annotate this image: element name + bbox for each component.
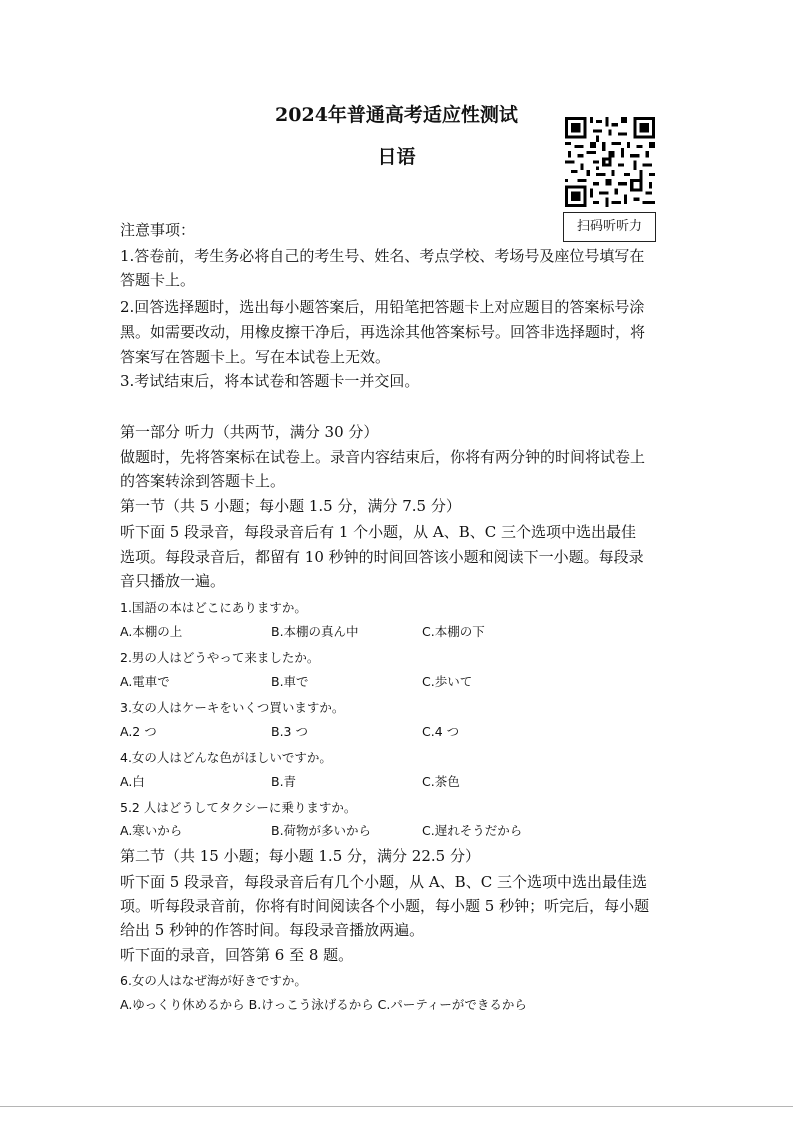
section2-intro-line: 项。听每段录音前，你将有时间阅读各个小题，每小题 5 秒钟；听完后，每小题 — [120, 897, 650, 915]
exam-title: 2024年普通高考适应性测试 — [275, 104, 518, 126]
option-c: C.遅れそうだから — [422, 823, 523, 838]
notice-line: 答案写在答题卡上。写在本试卷上无效。 — [120, 348, 391, 366]
qr-code-icon[interactable] — [565, 117, 655, 207]
option-a: A.寒いから — [120, 823, 183, 838]
part1-heading: 第一部分 听力（共两节，满分 30 分） — [120, 423, 379, 441]
option-a: A.白 — [120, 774, 145, 789]
notice-line: 2.回答选择题时，选出每小题答案后，用铅笔把答题卡上对应题目的答案标号涂 — [120, 298, 645, 316]
option-b: B.荷物が多いから — [271, 823, 372, 838]
option-b: B.車で — [271, 674, 309, 689]
section2-intro-line: 给出 5 秒钟的作答时间。每段录音播放两遍。 — [120, 921, 425, 939]
option-b: B.青 — [271, 774, 297, 789]
section2-heading: 第二节（共 15 小题；每小题 1.5 分，满分 22.5 分） — [120, 847, 480, 865]
option-c: C.歩いて — [422, 674, 473, 689]
question-text: 4.女の人はどんな色がほしいですか。 — [120, 750, 332, 765]
question-text: 1.国語の本はどこにありますか。 — [120, 600, 307, 615]
options-line: A.ゆっくり休めるから B.けっこう泳げるから C.パーティーができるから — [120, 997, 527, 1012]
section1-heading: 第一节（共 5 小题；每小题 1.5 分，满分 7.5 分） — [120, 497, 461, 515]
option-a: A.2 つ — [120, 724, 157, 739]
part1-intro-line: 的答案转涂到答题卡上。 — [120, 472, 286, 490]
question-text: 3.女の人はケーキをいくつ買いますか。 — [120, 700, 345, 715]
page-bottom-divider — [0, 1106, 793, 1107]
section1-intro-line: 听下面 5 段录音，每段录音后有 1 个小题，从 A、B、C 三个选项中选出最佳 — [120, 523, 637, 541]
notice-heading: 注意事项： — [120, 221, 196, 239]
notice-line: 1.答卷前，考生务必将自己的考生号、姓名、考点学校、考场号及座位号填写在 — [120, 247, 645, 265]
listen-prompt: 听下面的录音，回答第 6 至 8 题。 — [120, 946, 354, 964]
notice-line: 答题卡上。 — [120, 271, 196, 289]
part1-intro-line: 做题时，先将答案标在试卷上。录音内容结束后，你将有两分钟的时间将试卷上 — [120, 448, 646, 466]
option-b: B.3 つ — [271, 724, 308, 739]
scan-to-listen-label: 扫码听听力 — [563, 212, 656, 242]
option-c: C.4 つ — [422, 724, 460, 739]
subject-title: 日语 — [377, 146, 416, 168]
section2-intro-line: 听下面 5 段录音，每段录音后有几个小题，从 A、B、C 三个选项中选出最佳选 — [120, 873, 647, 891]
section1-intro-line: 选项。每段录音后，都留有 10 秒钟的时间回答该小题和阅读下一小题。每段录 — [120, 548, 644, 566]
option-a: A.本棚の上 — [120, 624, 183, 639]
section1-intro-line: 音只播放一遍。 — [120, 572, 226, 590]
option-c: C.本棚の下 — [422, 624, 485, 639]
option-b: B.本棚の真ん中 — [271, 624, 359, 639]
notice-line: 黑。如需要改动，用橡皮擦干净后，再选涂其他答案标号。回答非选择题时，将 — [120, 323, 646, 341]
notice-line: 3.考试结束后，将本试卷和答题卡一并交回。 — [120, 372, 420, 390]
question-text: 5.2 人はどうしてタクシーに乗りますか。 — [120, 800, 357, 815]
question-text: 6.女の人はなぜ海が好きですか。 — [120, 973, 307, 988]
option-c: C.茶色 — [422, 774, 460, 789]
option-a: A.電車で — [120, 674, 170, 689]
question-text: 2.男の人はどうやって来ましたか。 — [120, 650, 320, 665]
